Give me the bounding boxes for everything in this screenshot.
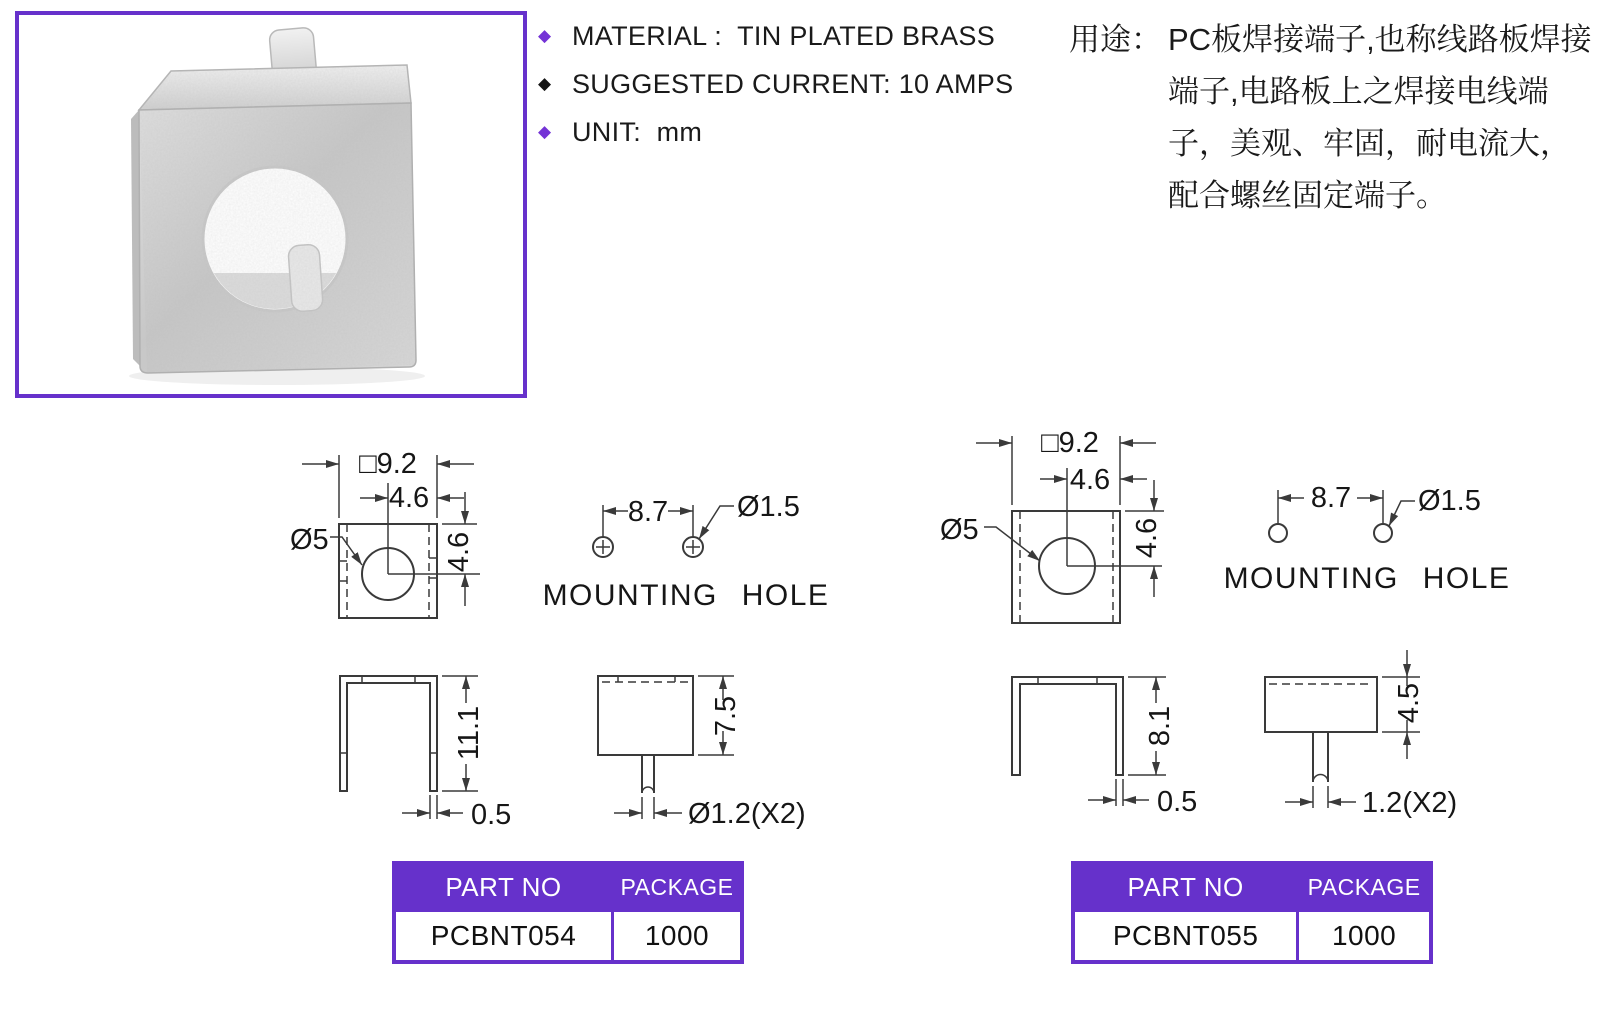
mounting-hole-caption: MOUNTING HOLE: [542, 579, 830, 612]
dim-thickness: 0.5: [471, 799, 512, 831]
dim-square: □9.2: [1041, 427, 1099, 459]
diamond-bullet-icon: ◆: [538, 26, 552, 45]
usage-line: 配合螺丝固定端子。: [1168, 178, 1447, 213]
dim-vertical-offset: 4.6: [1131, 517, 1163, 559]
dim-center-offset: 4.6: [388, 482, 430, 514]
mounting-hole-caption: MOUNTING HOLE: [1223, 562, 1511, 595]
dim-height: 11.1: [453, 705, 485, 761]
usage-text: [1168, 14, 1592, 222]
dim-thickness: 0.5: [1157, 786, 1198, 818]
part-no-header: PART NO: [1075, 865, 1296, 909]
usage-line: 子，美观、牢固，耐电流大，: [1168, 126, 1571, 161]
metal-texture: [139, 65, 416, 373]
top-view: [290, 448, 480, 618]
part-no-value: PCBNT054: [396, 912, 611, 960]
package-header: PACKAGE: [1299, 865, 1429, 909]
mounting-hole-diagram: [543, 491, 830, 612]
dim-hole-dia: Ø5: [940, 514, 979, 546]
spec-list: [538, 12, 1038, 156]
part-no-header: PART NO: [396, 865, 611, 909]
diamond-bullet-icon: ◆: [538, 74, 552, 93]
front-view: [340, 676, 511, 831]
dim-hole-dia: Ø5: [290, 524, 329, 556]
part-table-pcbnt055: [1071, 861, 1433, 964]
dim-pin-dia: Ø1.2(X2): [688, 798, 806, 830]
package-value: 1000: [1299, 912, 1429, 960]
dim-mounting-dia: Ø1.5: [737, 491, 800, 523]
side-view: [1265, 650, 1457, 819]
dim-height: 8.1: [1144, 705, 1176, 747]
spec-material: [538, 12, 1038, 60]
dim-square: □9.2: [359, 448, 417, 480]
dim-pin-dia: 1.2(X2): [1362, 787, 1458, 819]
dim-depth: 4.5: [1393, 682, 1425, 724]
product-photo-frame: [15, 11, 527, 398]
usage-line: 端子,电路板上之焊接电线端: [1168, 74, 1549, 109]
front-view: [1012, 677, 1197, 818]
part-no-value: PCBNT055: [1075, 912, 1296, 960]
dim-vertical-offset: 4.6: [443, 531, 475, 573]
top-view: [940, 427, 1164, 623]
dim-center-offset: 4.6: [1069, 464, 1111, 496]
product-photo: [19, 15, 523, 394]
usage-line: PC板焊接端子,也称线路板焊接: [1168, 22, 1592, 57]
side-view: [598, 676, 806, 830]
usage-label: 用途：: [1069, 22, 1162, 57]
spec-current-text: SUGGESTED CURRENT: 10 AMPS: [572, 68, 1014, 99]
mounting-hole-diagram: [1224, 482, 1511, 595]
dim-pitch: 8.7: [1310, 482, 1352, 514]
spec-unit-text: UNIT: mm: [572, 116, 703, 147]
diamond-bullet-icon: ◆: [538, 122, 552, 141]
package-header: PACKAGE: [614, 865, 740, 909]
package-value: 1000: [614, 912, 740, 960]
spec-unit: [538, 108, 1038, 156]
dim-pitch: 8.7: [627, 496, 669, 528]
spec-current: [538, 60, 1038, 108]
spec-material-text: MATERIAL : TIN PLATED BRASS: [572, 20, 995, 51]
usage-block: [1069, 14, 1592, 222]
part-table-pcbnt054: [392, 861, 744, 964]
drawing-pcbnt055: [900, 410, 1511, 830]
dim-depth: 7.5: [710, 695, 742, 737]
dim-mounting-dia: Ø1.5: [1418, 485, 1481, 517]
drawing-pcbnt054: [270, 415, 830, 835]
